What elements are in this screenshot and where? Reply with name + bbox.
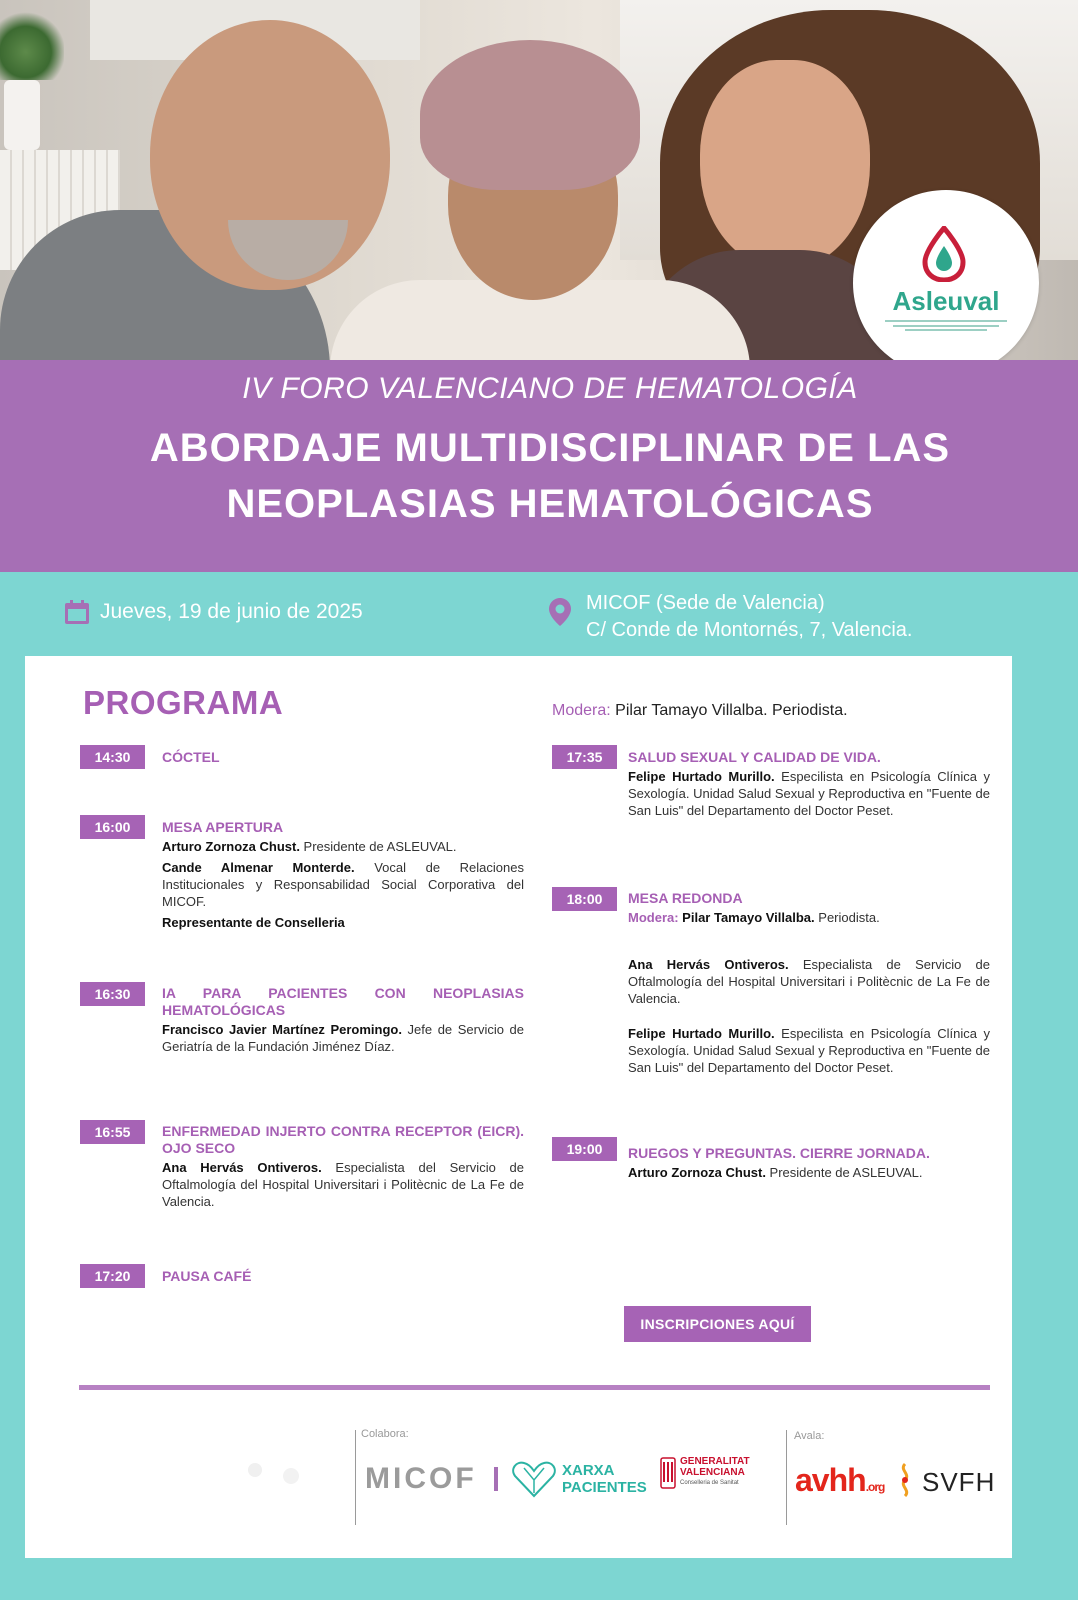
blood-drop-icon bbox=[921, 226, 967, 282]
speaker-name: Ana Hervás Ontiveros. bbox=[628, 957, 789, 972]
time-badge: 16:00 bbox=[80, 815, 145, 839]
heart-icon bbox=[512, 1460, 556, 1498]
xarxa-line2: PACIENTES bbox=[562, 1479, 647, 1496]
speaker-name: Arturo Zornoza Chust. bbox=[628, 1165, 766, 1180]
session-title: MESA APERTURA bbox=[162, 819, 284, 835]
session-title: ENFERMEDAD INJERTO CONTRA RECEPTOR (EICR). OJO SECO bbox=[162, 1123, 524, 1156]
location-line1: MICOF (Sede de Valencia) bbox=[586, 592, 825, 614]
speaker-role: Especilista en Psicología Clínica y Sexología. Unidad Salud Sexual y Reproductiva en "Fuente de San Luis" del Departamento del Doctor Peset. bbox=[628, 769, 990, 818]
generalitat-line1: GENERALITAT bbox=[680, 1456, 750, 1467]
session-item bbox=[162, 819, 524, 931]
avhh-suffix: .org bbox=[865, 1480, 885, 1494]
speaker bbox=[628, 1164, 990, 1181]
time-badge: 17:20 bbox=[80, 1264, 145, 1288]
session-title: MESA REDONDA bbox=[628, 890, 743, 906]
session-title: PAUSA CAFÉ bbox=[162, 1268, 252, 1284]
sponsor-separator bbox=[786, 1430, 787, 1525]
event-title bbox=[0, 420, 1078, 532]
session-title: RUEGOS Y PREGUNTAS. CIERRE JORNADA. bbox=[628, 1145, 930, 1161]
asleuval-logo-circle bbox=[853, 190, 1039, 376]
svfh-logo: SVFH bbox=[922, 1467, 996, 1497]
micof-logo: MICOF bbox=[365, 1462, 477, 1495]
event-subtitle: IV FORO VALENCIANO DE HEMATOLOGÍA bbox=[242, 372, 858, 405]
speaker-role: Especialista de Servicio de Oftalmología del Hospital Universitari i Politècnic de La Fe de Valencia. bbox=[628, 957, 990, 1006]
event-title-line2: NEOPLASIAS HEMATOLÓGICAS bbox=[226, 482, 874, 526]
session-title: IA PARA PACIENTES CON NEOPLASIAS HEMATOLÓGICAS bbox=[162, 985, 524, 1018]
speaker-name: Felipe Hurtado Murillo. bbox=[628, 769, 775, 784]
register-button[interactable]: INSCRIPCIONES AQUÍ bbox=[624, 1306, 811, 1342]
speaker-name: Ana Hervás Ontiveros. bbox=[162, 1160, 322, 1175]
section-divider bbox=[79, 1385, 990, 1390]
generalitat-line3: Conselleria de Sanitat bbox=[680, 1480, 739, 1486]
event-date-text: Jueves, 19 de junio de 2025 bbox=[100, 600, 363, 623]
moderator-role: . Periodista. bbox=[763, 702, 848, 719]
session-item bbox=[162, 1123, 524, 1210]
speaker-role: Presidente de ASLEUVAL. bbox=[765, 1165, 923, 1180]
generalitat-line2: VALENCIANA bbox=[680, 1467, 745, 1478]
speaker-name: Felipe Hurtado Murillo. bbox=[628, 1026, 775, 1041]
asleuval-logo-text: Asleuval bbox=[892, 286, 1000, 316]
session-item bbox=[628, 749, 990, 819]
moderator-role: Periodista. bbox=[814, 910, 880, 925]
session-title: SALUD SEXUAL Y CALIDAD DE VIDA. bbox=[628, 749, 881, 765]
speaker bbox=[162, 1021, 524, 1055]
xarxa-pacientes-logo bbox=[562, 1462, 647, 1496]
program-moderator bbox=[552, 702, 848, 720]
speaker-name: Arturo Zornoza Chust. bbox=[162, 839, 300, 854]
time-badge: 17:35 bbox=[552, 745, 617, 769]
colabora-label: Colabora: bbox=[361, 1428, 409, 1440]
speaker-role: Vocal de Relaciones Institucionales y Responsabilidad Social Corporativa del MICOF. bbox=[162, 860, 524, 909]
speaker bbox=[162, 859, 524, 910]
speaker-name: Francisco Javier Martínez Peromingo. bbox=[162, 1022, 402, 1037]
generalitat-shield-icon bbox=[660, 1456, 676, 1490]
speaker bbox=[628, 956, 990, 1007]
session-moderator bbox=[628, 909, 990, 926]
time-badge: 19:00 bbox=[552, 1137, 617, 1161]
session-item bbox=[162, 1268, 524, 1285]
speaker bbox=[162, 838, 524, 855]
time-badge: 14:30 bbox=[80, 745, 145, 769]
hero-girl-face bbox=[700, 60, 870, 270]
avala-label: Avala: bbox=[794, 1430, 825, 1442]
session-title: CÓCTEL bbox=[162, 749, 220, 765]
moderator-name: Pilar Tamayo Villalba bbox=[615, 702, 764, 719]
hero-plant-pot bbox=[4, 80, 40, 150]
xarxa-line1: XARXA bbox=[562, 1462, 615, 1479]
session-item bbox=[628, 1145, 990, 1181]
speaker bbox=[628, 1025, 990, 1076]
time-badge: 16:55 bbox=[80, 1120, 145, 1144]
location-line2: C/ Conde de Montornés, 7, Valencia. bbox=[586, 619, 913, 641]
asleuval-logo-tagline bbox=[885, 318, 1007, 332]
hero-plant bbox=[0, 10, 64, 80]
sponsor-separator bbox=[355, 1430, 356, 1525]
time-badge: 16:30 bbox=[80, 982, 145, 1006]
avhh-text: avhh bbox=[795, 1462, 866, 1498]
speaker bbox=[162, 1159, 524, 1210]
faint-logo-mark bbox=[235, 1458, 305, 1486]
session-item bbox=[628, 890, 990, 1076]
time-badge: 18:00 bbox=[552, 887, 617, 911]
moderator-name: Pilar Tamayo Villalba. bbox=[678, 910, 815, 925]
speaker bbox=[628, 768, 990, 819]
location-pin-icon bbox=[548, 597, 572, 627]
session-item bbox=[162, 985, 524, 1055]
calendar-icon bbox=[64, 599, 90, 625]
event-date bbox=[64, 599, 363, 625]
avhh-logo bbox=[795, 1462, 884, 1499]
speaker-name: Representante de Conselleria bbox=[162, 915, 345, 930]
speaker bbox=[162, 914, 524, 931]
moderator-label: Modera: bbox=[628, 910, 679, 925]
program-title: PROGRAMA bbox=[83, 684, 284, 721]
speaker-role: Especialista del Servicio de Oftalmología del Hospital Universitari i Politècnic de La Fe de Valencia. bbox=[162, 1160, 525, 1209]
hero-turban bbox=[420, 40, 640, 190]
moderator-label: Modera: bbox=[552, 702, 611, 719]
speaker-role: Especilista en Psicología Clínica y Sexología. Unidad Salud Sexual y Reproductiva en "Fuente de San Luis" del Departamento del Doctor Peset. bbox=[628, 1026, 990, 1075]
event-title-line1: ABORDAJE MULTIDISCIPLINAR DE LAS bbox=[149, 426, 951, 470]
svfh-emblem-icon bbox=[893, 1462, 917, 1498]
session-item bbox=[162, 749, 524, 766]
speaker-role: Jefe de Servicio de Geriatría de la Fundación Jiménez Díaz. bbox=[162, 1022, 524, 1054]
speaker-name: Cande Almenar Monterde. bbox=[162, 860, 355, 875]
micof-bar bbox=[494, 1467, 498, 1491]
speaker-role: Presidente de ASLEUVAL. bbox=[299, 839, 457, 854]
